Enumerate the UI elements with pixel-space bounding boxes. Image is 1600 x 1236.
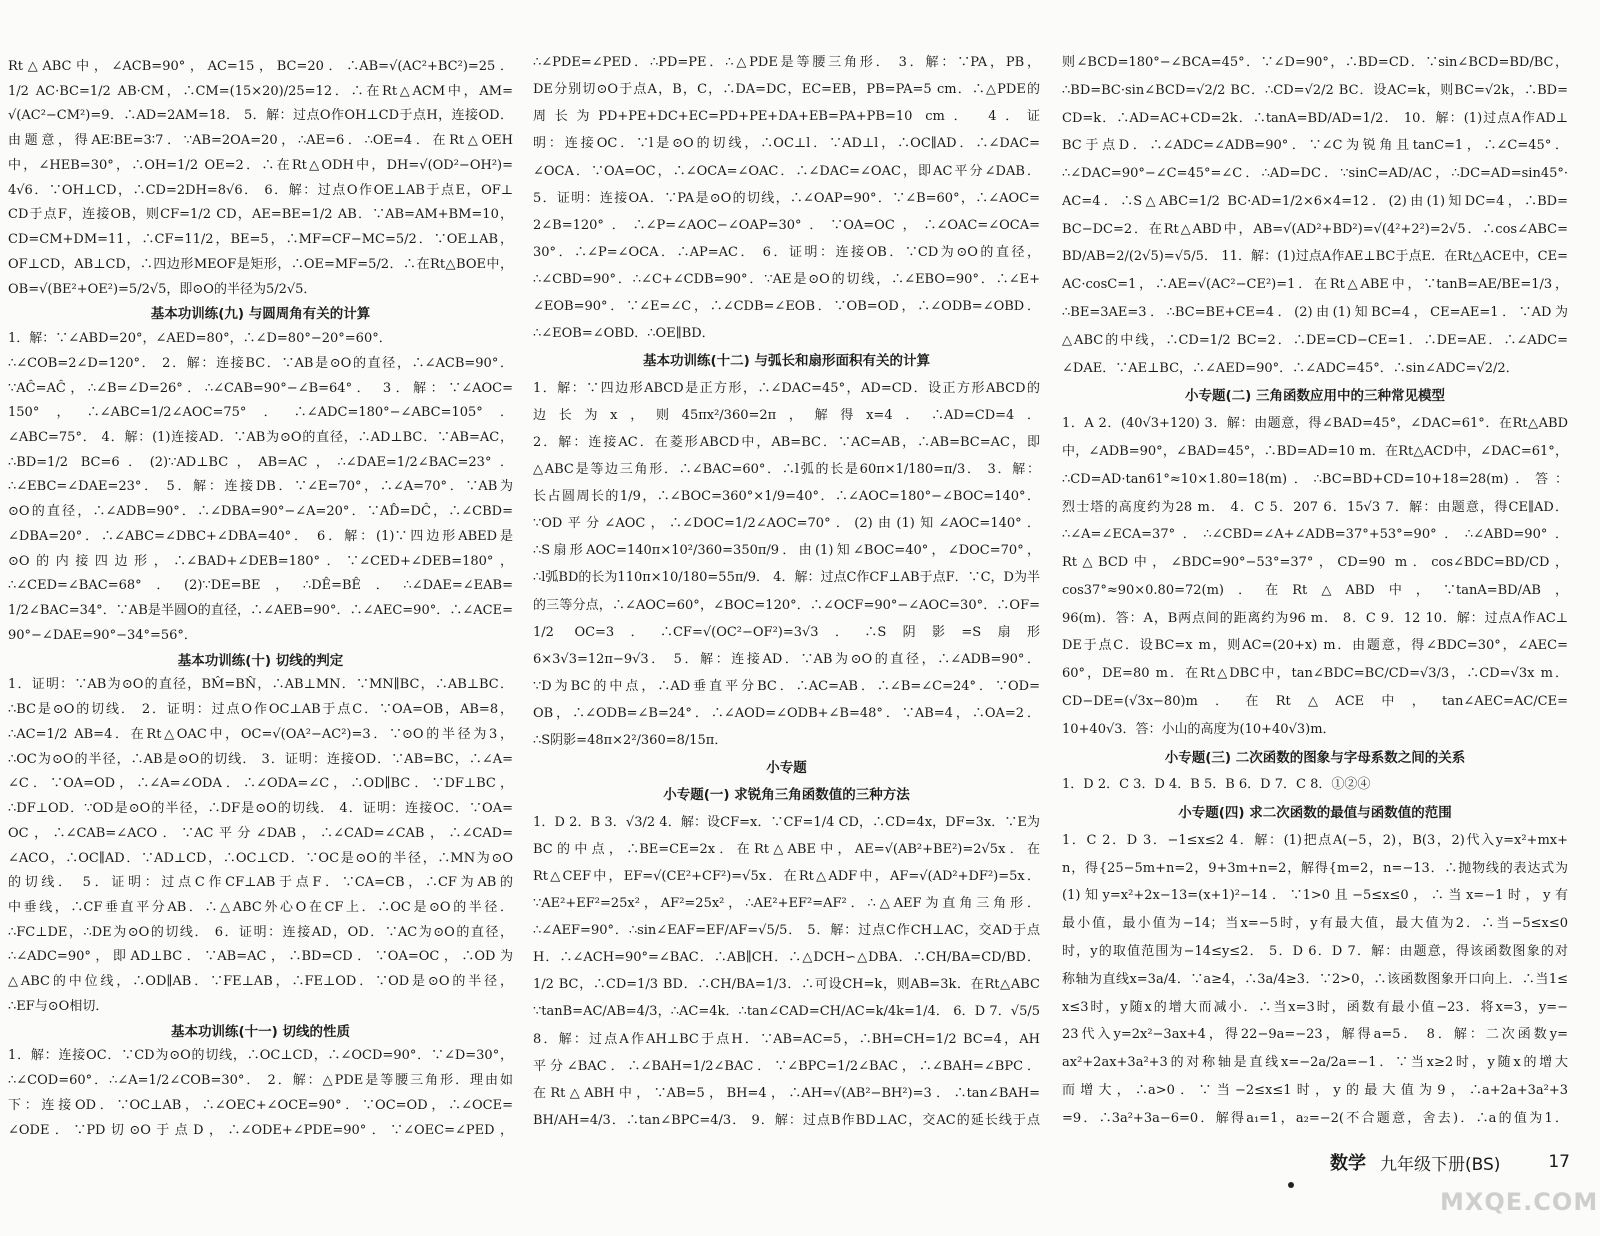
text-line: 长占圆周长的1/9，∴∠BOC=360°×1/9=40°．∴∠AOC=180°−∠BOC=140°． — [533, 489, 1040, 504]
text-line: 1/2∠BAC=34°．∵AB是半圆O的直径，∴∠AEB=90°．∴∠AEC=90°．∴∠ACE= — [8, 603, 513, 619]
text-line: 4√6．∵OH⊥CD，∴CD=2DH=8√6． 6．解：过点O作OE⊥AB于点E，OF⊥ — [8, 182, 513, 198]
text-line: BD/AB=2/(2√5)=√5/5． 11．解：(1)过点A作AE⊥BC于点E．在Rt△ACE中，CE= — [1062, 249, 1568, 265]
text-line: ∠EOB=90°．∵∠E=∠C，∴∠CDB=∠EOB．∵OB=OD，∴∠ODB=∠OBD． — [533, 299, 1040, 315]
text-line: ∴BD=BC·sin∠BCD=√2/2 BC．∴CD=√2/2 BC．设AC=k，则BC=√2k，∴BD= — [1062, 82, 1568, 98]
text-line: n，得{25−5m+n=2，9+3m+n=2，解得{m=2，n=−13．∴抛物线的表达式为 — [1062, 860, 1568, 876]
text-line: ∠OCA．∵OA=OC，∴∠OCA=∠OAC．∴∠DAC=∠OAC，即AC平分∠DAB． — [533, 163, 1040, 179]
text-line: ∴S扇形AOC=140π×10²/360=350π/9．由(1)知∠BOC=40°，∠DOC=70°， — [533, 543, 1040, 559]
section-heading: 小专题(二) 三角函数应用中的三种常见模型 — [1184, 388, 1446, 405]
text-line: ax²+2ax+3a²+3的对称轴是直线x=−2a/2a=−1．∵当x≥2时，y随x的增大 — [1062, 1055, 1568, 1071]
text-line: 中，∠ADB=90°，∠BAD=45°，∴BD=AD=10 m．在Rt△ACD中，∠DAC=61°， — [1062, 443, 1568, 459]
text-line: BC−DC=2．在Rt△ABD中，AB=√(AD²+BD²)=√(4²+2²)=2√5．∴cos∠ABC= — [1062, 221, 1568, 237]
text-line: 1．D 2．C 3．D 4．B 5．B 6．D 7．C 8．①②④ — [1062, 777, 1371, 793]
text-line: Rt△BCD中，∠BDC=90°−53°=37°，CD=90 m．cos∠BDC=BD/CD， — [1062, 555, 1568, 571]
page-footer — [1330, 1148, 1570, 1176]
text-line: 的三等分点，∴∠AOC=60°，∠BOC=120°．∴∠OCF=90°−∠AOC=30°．∴OF= — [533, 597, 1040, 613]
page-number: 17 — [1548, 1152, 1570, 1172]
text-line: 1/2 AC·BC=1/2 AB·CM，∴CM=(15×20)/25=12．∴在Rt△ACM中，AM= — [8, 83, 513, 99]
text-line: 的切线． 5．证明：过点C作CF⊥AB于点F．∵CA=CB，∴CF为AB的 — [8, 875, 513, 891]
section-heading: 基本功训练(九) 与圆周角有关的计算 — [150, 306, 371, 323]
text-line: 1．证明：∵AB为⊙O的直径，BM̂=BN̂，∴AB⊥MN．∵MN∥BC，∴AB⊥BC． — [8, 677, 513, 693]
text-line: 6×3√3=12π−9√3． 5．解：连接AD．∵AB为⊙O的直径，∴∠ADB=90°． — [533, 651, 1040, 667]
text-line: ∵OD平分∠AOC，∴∠DOC=1/2∠AOC=70°．(2)由(1)知∠AOC=140°． — [533, 516, 1040, 532]
text-line: AC=4．∴S△ABC=1/2 BC·AD=1/2×6×4=12．(2)由(1)知DC=4，∴BD= — [1062, 193, 1568, 209]
text-line: 平分∠BAC．∴∠BAH=1/2∠BAC．∵∠BPC=1/2∠BAC，∴∠BAH=∠BPC． — [533, 1058, 1040, 1074]
text-line: 在Rt△ABH中，∵AB=5，BH=4，∴AH=√(AB²−BH²)=3．∴tan∠BAH= — [533, 1085, 1040, 1101]
text-column — [533, 52, 1040, 1132]
text-line: 1．解：连接OC．∵CD为⊙O的切线，∴OC⊥CD，∴∠OCD=90°．∵∠D=30°， — [8, 1048, 513, 1064]
text-line: 1/2 OC=3．∴CF=√(OC²−OF²)=3√3．∴S阴影=S扇形 — [533, 624, 1040, 640]
text-line: ⊙O的内接四边形，∴∠BAD+∠DEB=180°．∵∠CED+∠DEB=180°， — [8, 553, 513, 569]
text-line: 1．D 2．B 3．√3/2 4．解：设CF=x．∵CF=1/4 CD，∴CD=4x，DF=3x．∵E为 — [533, 814, 1040, 830]
text-line: BC于点D．∴∠ADC=∠ADB=90°．∵∠C为锐角且tanC=1，∴∠C=45°． — [1062, 138, 1568, 154]
text-line: ∴∠EBC=∠DAE=23°． 5．解：连接DB．∵∠E=70°，∴∠A=70°．∵AB为 — [8, 479, 513, 495]
text-line: 下：连接OD．∵OC⊥AB，∴∠OEC+∠OCE=90°．∵OC=OD，∴∠OCE= — [8, 1097, 513, 1113]
text-line: ∵D为BC的中点，∴AD垂直平分BC．∴AC=AB．∴∠B=∠C=24°．∵OD= — [533, 678, 1040, 694]
text-line: ∴BE=3AE=3．∴BC=BE+CE=4．(2)由(1)知BC=4，CE=AE=1．∵AD为 — [1062, 305, 1568, 321]
text-line: 1．解：∵四边形ABCD是正方形，∴∠DAC=45°，AD=CD．设正方形ABCD的 — [533, 380, 1040, 396]
text-column — [1062, 52, 1568, 1130]
footer-subject: 数学 — [1330, 1153, 1366, 1174]
text-line: ∠DBA=20°．∴∠ABC=∠DBC+∠DBA=40°． 6．解：(1)∵四边形ABED是 — [8, 528, 513, 544]
text-line: BH/AH=4/3．∴tan∠BPC=4/3． 9．解：过点B作BD⊥AC，交AC的延长线于点 — [533, 1112, 1040, 1128]
text-line: 2．解：连接AC．在菱形ABCD中，AB=BC．∵AC=AB，∴AB=BC=AC，即 — [533, 434, 1040, 450]
text-line: ∴∠A=∠ECA=37°．∴∠CBD=∠A+∠ADB=37°+53°=90°．∴∠ABD=90°． — [1062, 527, 1568, 543]
text-line: x≤3时，y随x的增大而减小．∴当x=3时，函数有最小值−23．将x=3，y=− — [1062, 999, 1568, 1015]
text-line: △ABC是等边三角形．∴∠BAC=60°．∴l弧的长是60π×1/180=π/3． 3．解： — [533, 461, 1040, 477]
text-line: 1．解：∵∠ABD=20°，∠AED=80°，∴∠D=80°−20°=60°． — [8, 331, 392, 347]
text-line: 则∠BCD=180°−∠BCA=45°．∵∠D=90°，∴BD=CD．∵sin∠BCD=BD/BC， — [1062, 55, 1568, 70]
text-line: CD=k．∴AD=AC+CD=2k．∴tanA=BD/AD=1/2． 10．解：(1)过点A作AD⊥ — [1062, 110, 1568, 126]
text-line: DE于点C．设BC=x m，则AC=(20+x) m．由题意，得∠BDC=30°，∠AEC= — [1062, 638, 1568, 654]
text-line: ⊙O的直径，∴∠ADB=90°．∴∠DBA=90°−∠A=20°．∵AD̂=DĈ，∴∠CBD= — [8, 504, 513, 520]
text-line: △ABC的中线，∴CD=1/2 BC=2．∴DE=CD−CE=1．∴DE=AE．∴∠ADC= — [1062, 332, 1568, 348]
text-line: 90°−∠DAE=90°−34°=56°． — [8, 627, 197, 643]
text-line: BC的中点，∴BE=CE=2x．在Rt△ABE中，AE=√(AB²+BE²)=2√5x．在 — [533, 841, 1040, 857]
text-line: ∴∠PDE=∠PED．∴PD=PE．∴△PDE是等腰三角形． 3．解：∵PA，PB， — [533, 55, 1040, 70]
text-line: ∴∠COD=60°．∴∠A=1/2∠COB=30°． 2．解：△PDE是等腰三角形．理由如 — [8, 1073, 513, 1089]
text-line: Rt△ABC中，∠ACB=90°，AC=15，BC=20．∴AB=√(AC²+BC²)=25． — [8, 59, 513, 74]
text-line: ∴BD=1/2 BC=6．(2)∵AD⊥BC，AB=AC，∴∠DAE=1/2∠BAC=23°． — [8, 454, 513, 470]
text-line: 96(m)．答：A，B两点间的距离约为96 m． 8．C 9．12 10．解：过点A作AC⊥ — [1062, 610, 1568, 626]
text-line: ∴CD=AD·tan61°≈10×1.80=18(m)．∴BC=BD+CD=10+18=28(m)．答： — [1062, 471, 1568, 487]
text-line: CD=CM+DM=11，∴CF=11/2，BE=5，∴MF=CF−MC=5/2．∵OE⊥AB， — [8, 232, 513, 248]
text-line: 周长为PD+PE+DC+EC=PD+PE+DA+EB=PA+PB=10 cm． 4．证 — [533, 109, 1040, 125]
text-line: ∵AE²+EF²=25x²，AF²=25x²，∴AE²+EF²=AF²．∴△AEF为直角三角形． — [533, 895, 1040, 911]
section-heading: 小专题 — [766, 760, 807, 777]
text-column — [8, 56, 513, 1142]
section-heading: 基本功训练(十一) 切线的性质 — [170, 1023, 351, 1040]
text-line: 1．A 2．(40√3+120) 3．解：由题意，得∠BAD=45°，∠DAC=61°．在Rt△ABD — [1062, 416, 1568, 432]
text-line: H．∴∠ACH=90°=∠BAC．∴AB∥CH．∴△DCH∽△DBA．∴CH/BA=CD/BD． — [533, 950, 1040, 966]
text-line: 30°．∴∠P=∠OCA．∴AP=AC． 6．证明：连接OB．∵CD为⊙O的直径， — [533, 244, 1040, 260]
text-line: 1/2 BC，∴CD=1/3 BD．∴CH/BA=1/3．∴可设CH=k，则AB=3k．在Rt△ABC — [533, 977, 1040, 993]
section-heading: 小专题(三) 二次函数的图象与字母系数之间的关系 — [1164, 749, 1466, 766]
text-line: ∠ODE．∵PD切⊙O于点D，∴∠ODE+∠PDE=90°．∵∠OEC=∠PED， — [8, 1122, 513, 1138]
text-line: 时，y的取值范围为−14≤y≤2． 5．D 6．D 7．解：由题意，得该函数图象的对 — [1062, 944, 1568, 959]
text-line: OF⊥CD，AB⊥CD，∴四边形MEOF是矩形，∴OE=MF=5/2．∴在Rt△BOE中， — [8, 256, 513, 272]
text-line: ∴∠AEF=90°．∴sin∠EAF=EF/AF=√5/5． 5．解：过点C作CH⊥AC，交AD于点 — [533, 923, 1040, 938]
text-line: ∴BC是⊙O的切线． 2．证明：过点O作OC⊥AB于点C．∵OA=OB，AB=8， — [8, 702, 513, 718]
text-line: ∠ABC=75°． 4．解：(1)连接AD．∵AB为⊙O的直径，∴AD⊥BC．∵AB=AC， — [8, 430, 513, 446]
text-line: OC，∴∠CAB=∠ACO．∵AC平分∠DAB，∴∠CAD=∠CAB，∴∠CAD= — [8, 825, 513, 841]
text-line: 烈士塔的高度约为28 m． 4．C 5．207 6．15√3 7．解：由题意，得CE∥AD． — [1062, 499, 1568, 515]
text-line: ∴l弧BD的长为110π×10/180=55π/9． 4．解：过点C作CF⊥AB于点F．∵C，D为半 — [533, 570, 1040, 586]
ink-dot — [1288, 1182, 1294, 1188]
text-line: OB=√(BE²+OE²)=5/2√5，即⊙O的半径为5/2√5． — [8, 281, 317, 297]
text-line: CD−DE=(√3x−80)m．在Rt△ACE中，tan∠AEC=AC/CE= — [1062, 693, 1568, 709]
section-heading: 小专题(四) 求二次函数的最值与函数值的范围 — [1178, 805, 1452, 822]
text-line: ∴∠ADC=90°，即AD⊥BC．∵AB=AC，∴BD=CD．∵OA=OC，∴OD为 — [8, 949, 513, 965]
text-line: 由题意，得AE∶BE=3∶7．∵AB=2OA=20，∴AE=6．∴OE=4．在Rt△OEH — [8, 133, 513, 149]
text-line: (1)知y=x²+2x−13=(x+1)²−14．∵1>0且−5≤x≤0，∴当x=−1时，y有 — [1062, 888, 1568, 904]
text-line: 23代入y=2x²−3ax+4，得22−9a=−23，解得a=5． 8．解：二次函数y= — [1062, 1027, 1568, 1043]
footer-book: 九年级下册(BS) — [1380, 1154, 1501, 1175]
text-line: 2∠B=120°．∴∠P=∠AOC−∠OAP=30°．∵OA=OC，∴∠OAC=∠OCA= — [533, 217, 1040, 233]
text-line: 5．证明：连接OA．∵PA是⊙O的切线，∴∠OAP=90°．∵∠B=60°，∴∠AOC= — [533, 190, 1040, 206]
text-line: ∠C．∵OA=OD，∴∠A=∠ODA．∴∠ODA=∠C，∴OD∥BC．∵DF⊥BC， — [8, 776, 513, 792]
text-line: 150°，∴∠ABC=1/2∠AOC=75°．∴∠ADC=180°−∠ABC=105°． — [8, 405, 513, 421]
text-line: ∴∠CED=∠BAC=68°．(2)∵DE=BE，∴DÊ=BÊ．∴∠DAE=∠EAB= — [8, 578, 513, 594]
text-line: 1．C 2．D 3．−1≤x≤2 4．解：(1)把点A(−5，2)，B(3，2)代入y=x²+mx+ — [1062, 832, 1568, 848]
text-line: ∴EF与⊙O相切． — [8, 998, 109, 1014]
text-line: DE分别切⊙O于点A，B，C，∴DA=DC，EC=EB，PB=PA=5 cm．∴△PDE的 — [533, 82, 1040, 98]
text-line: ∴∠COB=2∠D=120°． 2．解：连接BC．∵AB是⊙O的直径，∴∠ACB=90°． — [8, 355, 513, 371]
text-line: 10+40√3．答：小山的高度为(10+40√3)m． — [1062, 721, 1336, 737]
text-line: 明：连接OC．∵l是⊙O的切线，∴OC⊥l．∵AD⊥l，∴OC∥AD．∴∠DAC= — [533, 136, 1040, 152]
text-line: 称轴为直线x=3a/4．∵a≥4，∴3a/4≥3．∵2>0，∴该函数图象开口向上．∴当1≤ — [1062, 971, 1568, 987]
text-line: AC·cosC=1，∴AE=√(AC²−CE²)=1．在Rt△ABE中，∵tanB=AE/BE=1/3， — [1062, 277, 1568, 293]
text-line: 60°，DE=80 m．在Rt△DBC中，tan∠BDC=BC/CD=√3/3，∴CD=√3x m． — [1062, 666, 1568, 682]
text-line: ∴AC=1/2 AB=4．在Rt△OAC中，OC=√(OA²−AC²)=3．∵⊙O的半径为3， — [8, 726, 513, 742]
text-line: 中垂线，∴CF垂直平分AB．∴△ABC外心O在CF上．∴OC是⊙O的半径． — [8, 899, 513, 915]
text-line: ∴∠EOB=∠OBD．∴OE∥BD． — [533, 326, 715, 342]
text-line: OB，∴∠ODB=∠B=24°．∴∠AOD=∠ODB+∠B=48°．∵AB=4，∴OA=2． — [533, 706, 1040, 721]
text-line: ∵AĈ=AĈ，∴∠B=∠D=26°．∴∠CAB=90°−∠B=64°． 3．解：∵∠AOC= — [8, 380, 513, 396]
text-line: 最小值，最小值为−14；当x=−5时，y有最大值，最大值为2．∴当−5≤x≤0 — [1062, 916, 1568, 932]
section-heading: 基本功训练(十) 切线的判定 — [177, 652, 344, 669]
text-line: △ABC的中位线，∴OD∥AB．∵FE⊥AB，∴FE⊥OD．∵OD是⊙O的半径， — [8, 974, 513, 990]
text-line: ∠ACO，∴OC∥AD．∵AD⊥CD，∴OC⊥CD．∵OC是⊙O的半径，∴MN为⊙O — [8, 850, 513, 866]
text-line: ∵tanB=AC/AB=4/3，∴AC=4k．∴tan∠CAD=CH/AC=k/4k=1/4． 6．D 7．√5/5 — [533, 1004, 1040, 1020]
text-line: 8．解：过点A作AH⊥BC于点H．∵AB=AC=5，∴BH=CH=1/2 BC=4，AH — [533, 1031, 1040, 1047]
text-line: ∴S阴影=48π×2²/360=8/15π． — [533, 733, 728, 749]
text-line: ∴OC为⊙O的半径，∴AB是⊙O的切线． 3．证明：连接OD．∵AB=BC，∴∠A= — [8, 751, 513, 767]
section-heading: 小专题(一) 求锐角三角函数值的三种方法 — [663, 787, 910, 804]
watermark: MXQE.COM — [1440, 1188, 1599, 1216]
text-line: CD于点F，连接OB，则CF=1/2 CD，AE=BE=1/2 AB．∵AB=AM+BM=10， — [8, 207, 513, 223]
text-line: 边长为x，则45πx²/360=2π，解得x=4．∴AD=CD=4． — [533, 407, 1040, 423]
text-line: Rt△CEF中，EF=√(CE²+CF²)=√5x．在Rt△ADF中，AF=√(AD²+DF²)=5x． — [533, 868, 1040, 884]
text-line: ∠DAE．∵AE⊥BC，∴∠AED=90°．∴∠ADC=45°．∴sin∠ADC=√2/2． — [1062, 360, 1519, 376]
text-line: ∴∠DAC=90°−∠C=45°=∠C．∴AD=DC．∵sinC=AD/AC，∴DC=AD=sin45°· — [1062, 166, 1568, 182]
text-line: ∴∠CBD=90°．∴∠C+∠CDB=90°．∵AE是⊙O的切线，∴∠EBO=90°．∴∠E+ — [533, 272, 1040, 287]
text-line: √(AC²−CM²)=9．∴AD=2AM=18． 5．解：过点O作OH⊥CD于点H，连接OD． — [8, 108, 513, 124]
text-line: =9．∴3a²+3a−6=0．解得a₁=1，a₂=−2(不合题意，舍去)．∴a的值为1． — [1062, 1110, 1568, 1126]
section-heading: 基本功训练(十二) 与弧长和扇形面积有关的计算 — [642, 353, 931, 370]
text-line: ∴DF⊥OD．∵OD是⊙O的半径，∴DF是⊙O的切线． 4．证明：连接OC．∵OA= — [8, 801, 513, 817]
text-line: ∴FC⊥DE，∴DE为⊙O的切线． 6．证明：连接AD，OD．∵AC为⊙O的直径， — [8, 924, 513, 940]
text-line: cos37°≈90×0.80=72(m)．在Rt△ABD中，∵tanA=BD/AB， — [1062, 582, 1568, 598]
text-line: 中，∠HEB=30°，∴OH=1/2 OE=2．∴在Rt△ODH中，DH=√(OD²−OH²)= — [8, 157, 513, 173]
text-line: 而增大，∴a>0．∵当−2≤x≤1时，y的最大值为9，∴a+2a+3a²+3 — [1062, 1082, 1568, 1098]
